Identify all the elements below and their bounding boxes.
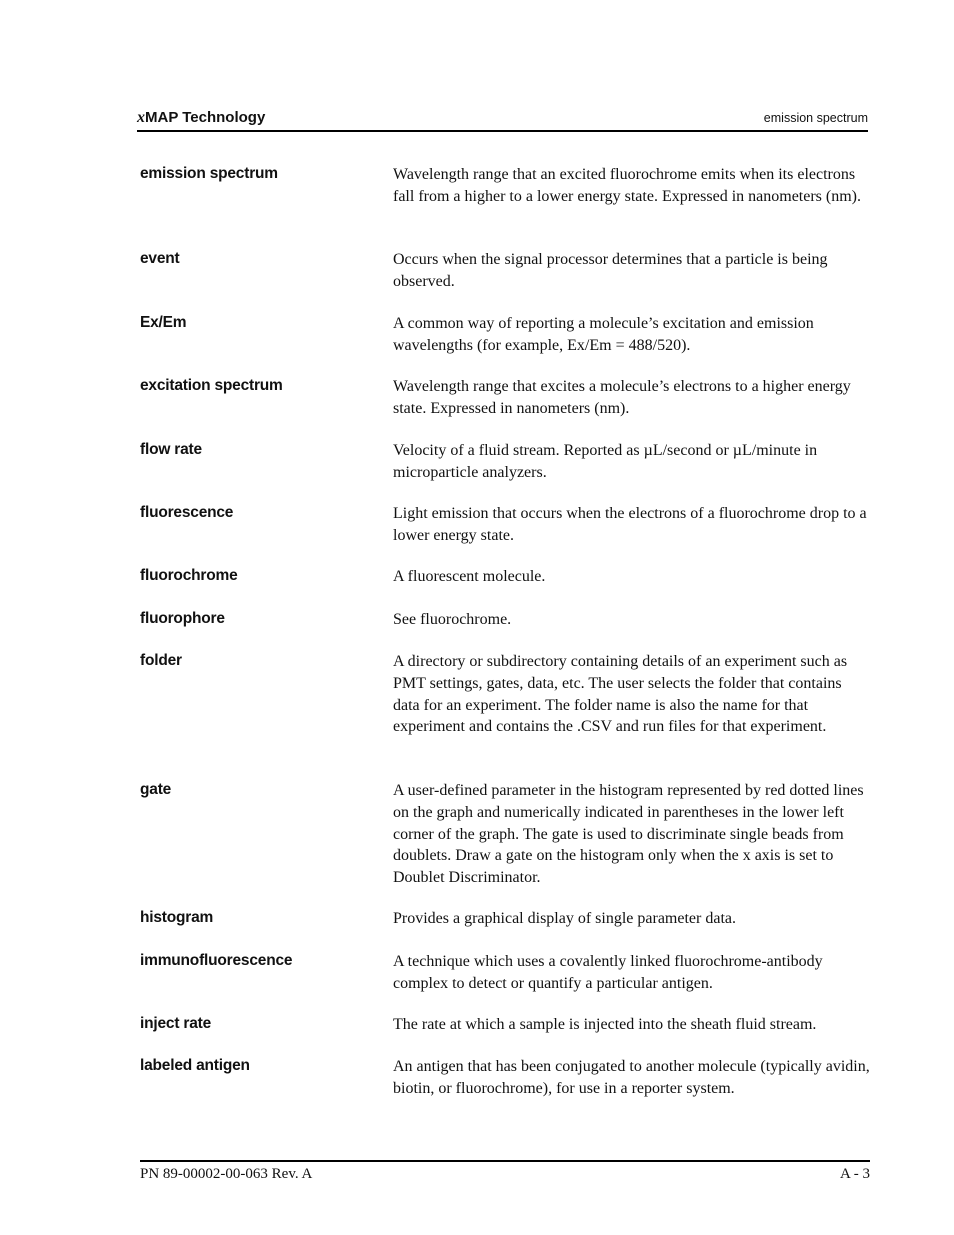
glossary-definition: Velocity of a fluid stream. Reported as µL/second or µL/minute in microparticle analyzers.	[393, 442, 818, 481]
glossary-term: excitation spectrum	[140, 377, 283, 394]
glossary-term: labeled antigen	[140, 1057, 250, 1074]
glossary-term: emission spectrum	[140, 165, 278, 182]
glossary-definition: Provides a graphical display of single parameter data.	[393, 910, 736, 927]
glossary-definition: A user-defined parameter in the histogram represented by red dotted lines on the graph and numerically indicated in parentheses in the lower left corner of the graph. The gate is used to discriminate single beads from doublets. Draw a gate on the histogram only when the x axis is set to Doublet Discriminator.	[393, 782, 864, 887]
title-prefix: x	[137, 109, 145, 126]
glossary-entry	[140, 312, 870, 375]
glossary-definition: A technique which uses a covalently linked fluorochrome-antibody complex to detect or quantify a particular antigen.	[393, 953, 823, 992]
glossary-definition: The rate at which a sample is injected into the sheath fluid stream.	[393, 1016, 817, 1033]
glossary-entry	[140, 248, 870, 312]
glossary-term: gate	[140, 781, 172, 798]
glossary-definition: A fluorescent molecule.	[393, 568, 546, 585]
glossary-definition: Occurs when the signal processor determines that a particle is being observed.	[393, 251, 828, 290]
glossary-term: event	[140, 250, 180, 267]
glossary-entry	[140, 907, 870, 950]
glossary-term: histogram	[140, 909, 214, 926]
glossary-entry	[140, 608, 870, 650]
page-number: A - 3	[840, 1166, 870, 1182]
section-label: emission spectrum	[763, 111, 868, 125]
glossary-entry	[140, 1055, 870, 1119]
glossary-list	[140, 163, 870, 1119]
document-title	[137, 109, 265, 127]
glossary-entry	[140, 375, 870, 439]
glossary-term: folder	[140, 652, 182, 669]
glossary-definition: Wavelength range that excites a molecule’s electrons to a higher energy state. Expressed in nanometers (nm).	[393, 378, 851, 417]
glossary-term: fluorophore	[140, 610, 225, 627]
glossary-term: immunofluorescence	[140, 952, 293, 969]
glossary-term: fluorochrome	[140, 567, 238, 584]
glossary-definition: A common way of reporting a molecule’s excitation and emission wavelengths (for example, Ex/Em = 488/520).	[393, 315, 814, 354]
glossary-term: fluorescence	[140, 504, 234, 521]
glossary-term: Ex/Em	[140, 314, 187, 331]
title-text: MAP Technology	[145, 109, 266, 126]
glossary-entry	[140, 650, 870, 779]
glossary-definition: Wavelength range that an excited fluorochrome emits when its electrons fall from a higher to a lower energy state. Expressed in nanometers (nm).	[393, 166, 861, 205]
glossary-definition: Light emission that occurs when the electrons of a fluorochrome drop to a lower energy state.	[393, 505, 867, 544]
glossary-definition: See fluorochrome.	[393, 611, 512, 628]
glossary-entry	[140, 163, 870, 248]
glossary-definition: A directory or subdirectory containing details of an experiment such as PMT settings, gates, data, etc. The user selects the folder that contains data for an experiment. The folder name is also the name for that experiment and contains the .CSV and run files for that experiment.	[393, 653, 848, 736]
page-header	[137, 108, 868, 132]
glossary-entry	[140, 439, 870, 502]
glossary-entry	[140, 779, 870, 907]
glossary-term: flow rate	[140, 441, 202, 458]
glossary-entry	[140, 502, 870, 565]
glossary-entry	[140, 1013, 870, 1055]
glossary-entry	[140, 950, 870, 1013]
glossary-definition: An antigen that has been conjugated to another molecule (typically avidin, biotin, or fluorochrome), for use in a reporter system.	[393, 1058, 870, 1097]
glossary-term: inject rate	[140, 1015, 212, 1032]
glossary-entry	[140, 565, 870, 608]
part-number: PN 89-00002-00-063 Rev. A	[140, 1166, 313, 1182]
page-footer	[140, 1160, 870, 1182]
